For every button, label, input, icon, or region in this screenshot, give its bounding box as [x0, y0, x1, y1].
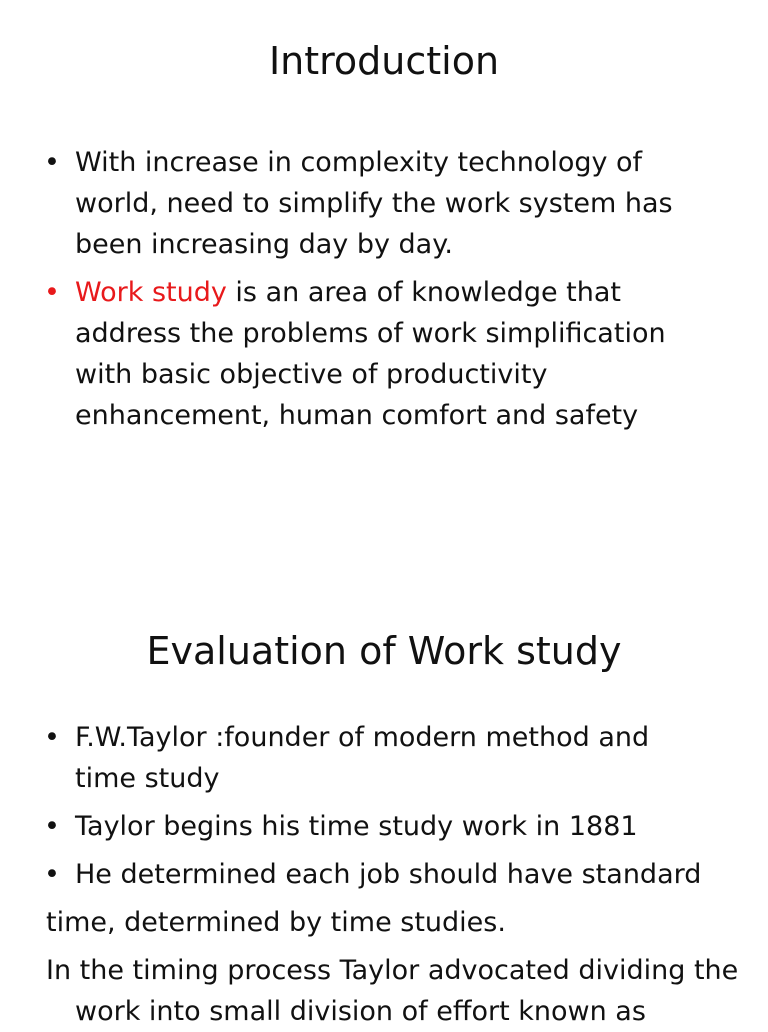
bullet-list — [0, 717, 720, 895]
bullet-dot-icon: • — [44, 722, 60, 753]
bullet-dot-icon: • — [44, 859, 60, 890]
bullet-item — [0, 142, 720, 265]
paragraph-text: time, determined by time studies. — [46, 907, 506, 938]
highlight-term: Work study — [75, 277, 227, 308]
bullet-item — [0, 854, 720, 895]
bullet-text: With increase in complexity technology of world, need to simplify the work system has been increasing day by day. — [75, 147, 673, 260]
bullet-text: F.W.Taylor :founder of modern method and time study — [75, 722, 650, 794]
paragraph-text: In the timing process Taylor advocated dividing the work into small division of effort known as — [46, 955, 739, 1027]
bullet-dot-icon: • — [44, 811, 60, 842]
bullet-dot-icon: • — [44, 147, 60, 178]
bullet-item — [0, 717, 720, 799]
slide-introduction — [0, 0, 768, 512]
bullet-text: Taylor begins his time study work in 1881 — [75, 811, 638, 842]
slide-title: Evaluation of Work study — [146, 629, 622, 673]
bullet-list — [0, 142, 720, 443]
bullet-text: He determined each job should have standard — [75, 859, 702, 890]
bullet-text: is an area of knowledge that address the problems of work simplification with basic objective of productivity enhancement, human comfort and safety — [75, 277, 666, 431]
bullet-dot-icon: • — [44, 277, 60, 308]
slide-title: Introduction — [268, 39, 500, 83]
slide-evaluation — [0, 512, 768, 1027]
bullet-item — [0, 806, 720, 847]
bullet-item — [0, 272, 720, 436]
